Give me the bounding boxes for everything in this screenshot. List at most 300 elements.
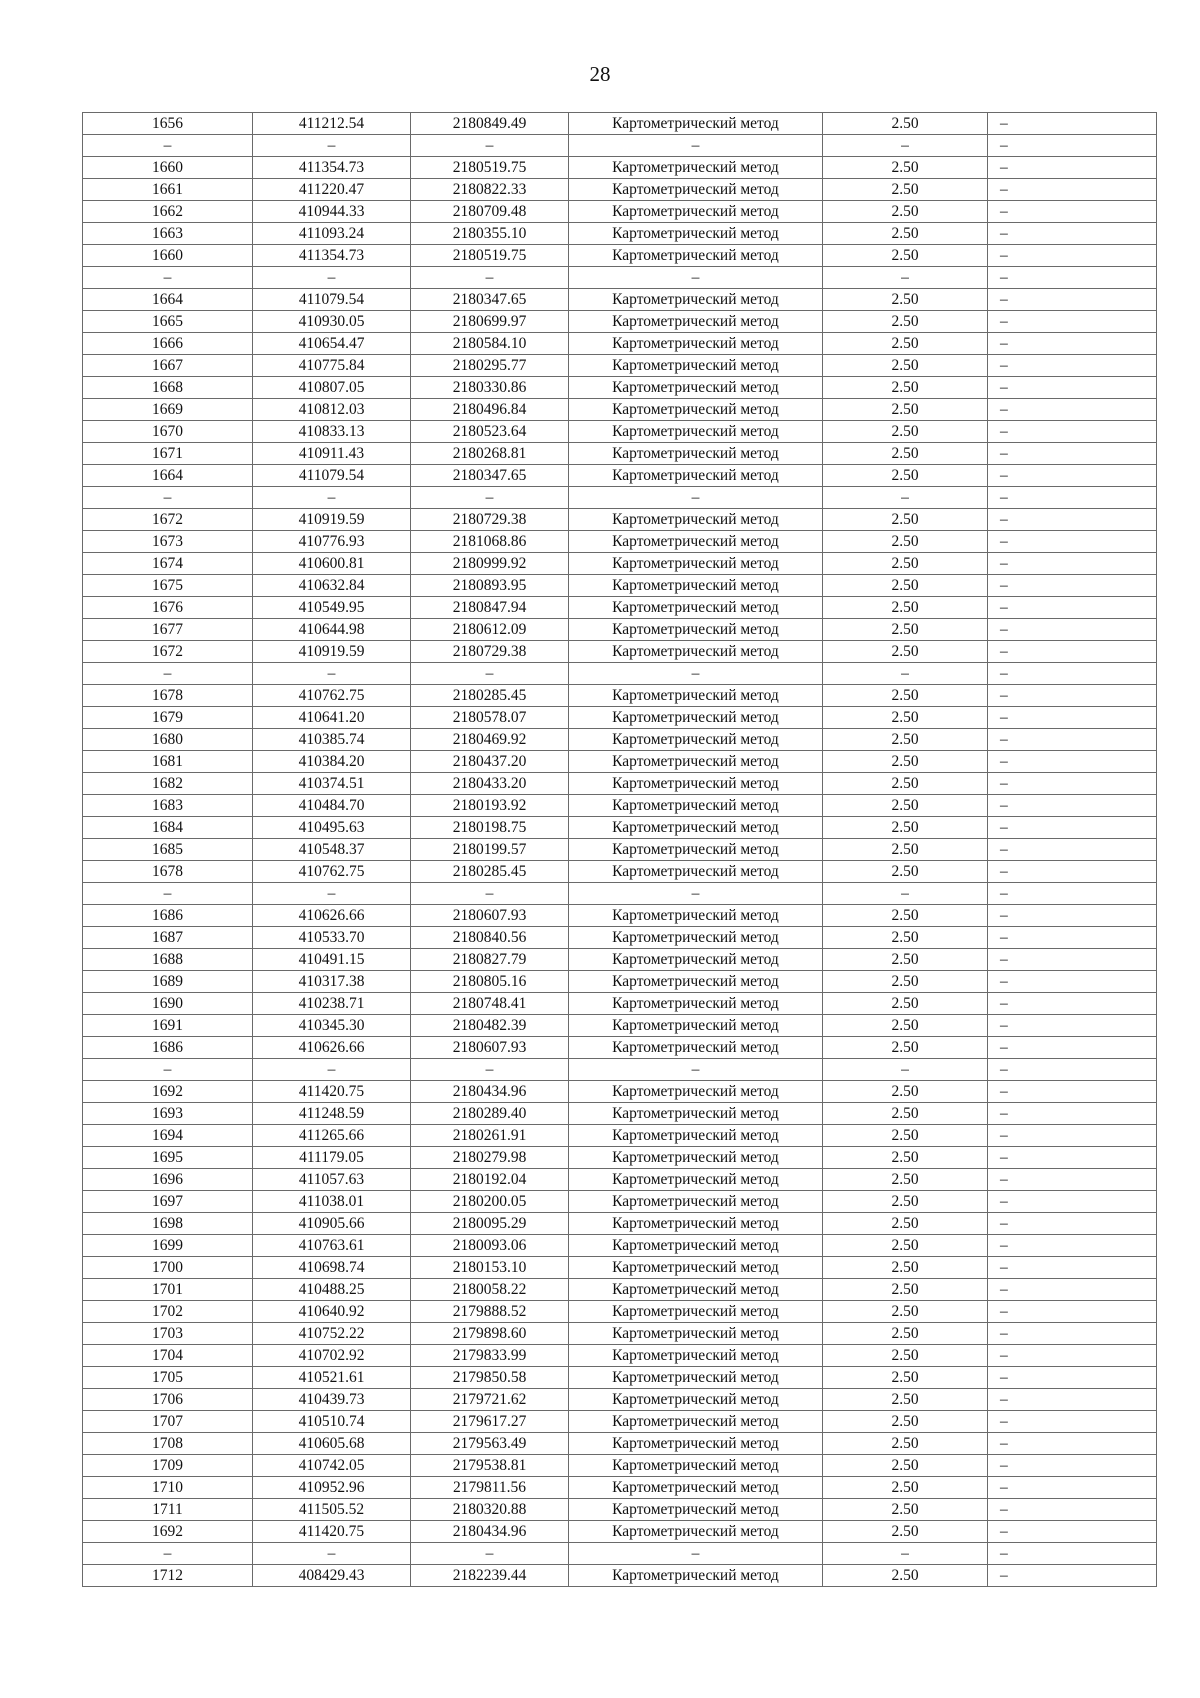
y-coordinate-cell: 2180607.93 [411,1037,569,1059]
x-coordinate-cell: 410654.47 [253,333,411,355]
x-coordinate-cell: 411220.47 [253,179,411,201]
method-cell: Картометрический метод [569,553,823,575]
point-number-cell: 1692 [83,1081,253,1103]
note-cell: – [988,1147,1157,1169]
point-number-cell: 1689 [83,971,253,993]
note-cell: – [988,1125,1157,1147]
point-number-cell: – [83,663,253,685]
table-row [83,443,1157,465]
method-cell: Картометрический метод [569,1411,823,1433]
note-cell: – [988,685,1157,707]
x-coordinate-cell: 410385.74 [253,729,411,751]
method-cell: Картометрический метод [569,905,823,927]
table-row [83,773,1157,795]
x-coordinate-cell: 410510.74 [253,1411,411,1433]
note-cell: – [988,1565,1157,1587]
x-coordinate-cell: 410930.05 [253,311,411,333]
method-cell: Картометрический метод [569,531,823,553]
method-cell: Картометрический метод [569,1103,823,1125]
x-coordinate-cell: 410548.37 [253,839,411,861]
table-row [83,1389,1157,1411]
table-row [83,817,1157,839]
y-coordinate-cell: 2180523.64 [411,421,569,443]
method-cell: Картометрический метод [569,597,823,619]
x-coordinate-cell: 410626.66 [253,1037,411,1059]
x-coordinate-cell: – [253,135,411,157]
note-cell: – [988,1345,1157,1367]
method-cell: Картометрический метод [569,157,823,179]
note-cell: – [988,641,1157,663]
y-coordinate-cell: 2180607.93 [411,905,569,927]
x-coordinate-cell: 411212.54 [253,113,411,135]
y-coordinate-cell: 2182239.44 [411,1565,569,1587]
accuracy-cell: 2.50 [823,707,988,729]
accuracy-cell: 2.50 [823,1257,988,1279]
method-cell: Картометрический метод [569,1367,823,1389]
accuracy-cell: 2.50 [823,179,988,201]
point-number-cell: – [83,487,253,509]
table-row [83,1565,1157,1587]
point-number-cell: 1693 [83,1103,253,1125]
note-cell: – [988,289,1157,311]
point-number-cell: 1696 [83,1169,253,1191]
point-number-cell: 1660 [83,245,253,267]
table-row [83,531,1157,553]
point-number-cell: 1694 [83,1125,253,1147]
method-cell: – [569,135,823,157]
point-number-cell: 1698 [83,1213,253,1235]
method-cell: Картометрический метод [569,223,823,245]
table-row [83,993,1157,1015]
table-row [83,333,1157,355]
method-cell: Картометрический метод [569,113,823,135]
point-number-cell: 1656 [83,113,253,135]
x-coordinate-cell: 411248.59 [253,1103,411,1125]
note-cell: – [988,597,1157,619]
accuracy-cell: 2.50 [823,377,988,399]
table-row [83,157,1157,179]
x-coordinate-cell: 410776.93 [253,531,411,553]
x-coordinate-cell: 410944.33 [253,201,411,223]
table-row [83,1499,1157,1521]
x-coordinate-cell: 410833.13 [253,421,411,443]
accuracy-cell: 2.50 [823,1147,988,1169]
table-row [83,575,1157,597]
point-number-cell: 1681 [83,751,253,773]
x-coordinate-cell: 411179.05 [253,1147,411,1169]
table-row [83,377,1157,399]
y-coordinate-cell: 2179811.56 [411,1477,569,1499]
table-row [83,1147,1157,1169]
accuracy-cell: 2.50 [823,751,988,773]
y-coordinate-cell: 2180893.95 [411,575,569,597]
x-coordinate-cell: 411079.54 [253,465,411,487]
point-number-cell: 1704 [83,1345,253,1367]
accuracy-cell: 2.50 [823,1015,988,1037]
x-coordinate-cell: 410644.98 [253,619,411,641]
table-row [83,311,1157,333]
note-cell: – [988,311,1157,333]
point-number-cell: 1699 [83,1235,253,1257]
method-cell: Картометрический метод [569,1279,823,1301]
accuracy-cell: 2.50 [823,157,988,179]
point-number-cell: 1678 [83,685,253,707]
accuracy-cell: 2.50 [823,113,988,135]
method-cell: Картометрический метод [569,1521,823,1543]
y-coordinate-cell: 2179563.49 [411,1433,569,1455]
method-cell: Картометрический метод [569,1037,823,1059]
accuracy-cell: 2.50 [823,1103,988,1125]
y-coordinate-cell: 2180729.38 [411,641,569,663]
x-coordinate-cell: 410533.70 [253,927,411,949]
method-cell: Картометрический метод [569,619,823,641]
note-cell: – [988,861,1157,883]
y-coordinate-cell: 2179898.60 [411,1323,569,1345]
note-cell: – [988,377,1157,399]
method-cell: Картометрический метод [569,949,823,971]
y-coordinate-cell: 2179833.99 [411,1345,569,1367]
y-coordinate-cell: 2180058.22 [411,1279,569,1301]
table-row [83,201,1157,223]
x-coordinate-cell: 411420.75 [253,1521,411,1543]
y-coordinate-cell: 2179721.62 [411,1389,569,1411]
method-cell: Картометрический метод [569,795,823,817]
x-coordinate-cell: 410345.30 [253,1015,411,1037]
y-coordinate-cell: – [411,1059,569,1081]
y-coordinate-cell: – [411,267,569,289]
y-coordinate-cell: – [411,883,569,905]
point-number-cell: 1684 [83,817,253,839]
method-cell: Картометрический метод [569,1323,823,1345]
note-cell: – [988,157,1157,179]
point-number-cell: 1705 [83,1367,253,1389]
point-number-cell: 1677 [83,619,253,641]
point-number-cell: 1703 [83,1323,253,1345]
x-coordinate-cell: 410521.61 [253,1367,411,1389]
point-number-cell: 1711 [83,1499,253,1521]
table-row [83,1455,1157,1477]
accuracy-cell: 2.50 [823,1169,988,1191]
table-row [83,1059,1157,1081]
method-cell: Картометрический метод [569,1499,823,1521]
point-number-cell: 1663 [83,223,253,245]
x-coordinate-cell: 410626.66 [253,905,411,927]
note-cell: – [988,905,1157,927]
table-row [83,861,1157,883]
note-cell: – [988,1213,1157,1235]
accuracy-cell: 2.50 [823,795,988,817]
note-cell: – [988,267,1157,289]
note-cell: – [988,663,1157,685]
y-coordinate-cell: 2180469.92 [411,729,569,751]
note-cell: – [988,1037,1157,1059]
accuracy-cell: 2.50 [823,443,988,465]
accuracy-cell: 2.50 [823,1565,988,1587]
y-coordinate-cell: 2180261.91 [411,1125,569,1147]
y-coordinate-cell: 2180849.49 [411,113,569,135]
point-number-cell: 1665 [83,311,253,333]
point-number-cell: 1679 [83,707,253,729]
y-coordinate-cell: 2180320.88 [411,1499,569,1521]
y-coordinate-cell: 2180482.39 [411,1015,569,1037]
table-row [83,641,1157,663]
point-number-cell: 1666 [83,333,253,355]
point-number-cell: 1669 [83,399,253,421]
accuracy-cell: 2.50 [823,1477,988,1499]
note-cell: – [988,1081,1157,1103]
note-cell: – [988,201,1157,223]
x-coordinate-cell: 410919.59 [253,641,411,663]
y-coordinate-cell: – [411,1543,569,1565]
accuracy-cell: – [823,883,988,905]
table-row [83,553,1157,575]
table-row [83,1257,1157,1279]
accuracy-cell: 2.50 [823,619,988,641]
method-cell: Картометрический метод [569,1301,823,1323]
point-number-cell: 1664 [83,465,253,487]
point-number-cell: 1675 [83,575,253,597]
accuracy-cell: – [823,135,988,157]
point-number-cell: 1660 [83,157,253,179]
point-number-cell: 1668 [83,377,253,399]
note-cell: – [988,1257,1157,1279]
note-cell: – [988,1521,1157,1543]
coordinates-table [82,112,1157,1587]
method-cell: Картометрический метод [569,1565,823,1587]
table-row [83,223,1157,245]
method-cell: Картометрический метод [569,289,823,311]
accuracy-cell: 2.50 [823,1125,988,1147]
method-cell: – [569,267,823,289]
table-row [83,927,1157,949]
point-number-cell: 1690 [83,993,253,1015]
accuracy-cell: 2.50 [823,1213,988,1235]
point-number-cell: 1707 [83,1411,253,1433]
point-number-cell: 1695 [83,1147,253,1169]
table-row [83,1367,1157,1389]
method-cell: Картометрический метод [569,751,823,773]
y-coordinate-cell: 2180193.92 [411,795,569,817]
note-cell: – [988,465,1157,487]
point-number-cell: – [83,1543,253,1565]
x-coordinate-cell: 411420.75 [253,1081,411,1103]
table-row [83,487,1157,509]
table-row [83,1103,1157,1125]
table-row [83,1521,1157,1543]
point-number-cell: 1672 [83,641,253,663]
method-cell: Картометрический метод [569,641,823,663]
note-cell: – [988,575,1157,597]
table-row [83,751,1157,773]
point-number-cell: 1708 [83,1433,253,1455]
method-cell: Картометрический метод [569,1125,823,1147]
method-cell: Картометрический метод [569,377,823,399]
accuracy-cell: 2.50 [823,1279,988,1301]
accuracy-cell: 2.50 [823,333,988,355]
point-number-cell: 1661 [83,179,253,201]
x-coordinate-cell: 410600.81 [253,553,411,575]
y-coordinate-cell: 2180612.09 [411,619,569,641]
table-row [83,1411,1157,1433]
note-cell: – [988,113,1157,135]
table-row [83,795,1157,817]
accuracy-cell: 2.50 [823,1345,988,1367]
note-cell: – [988,795,1157,817]
table-row [83,597,1157,619]
table-row [83,1015,1157,1037]
table-row [83,135,1157,157]
method-cell: Картометрический метод [569,1455,823,1477]
note-cell: – [988,399,1157,421]
method-cell: Картометрический метод [569,1015,823,1037]
y-coordinate-cell: 2180840.56 [411,927,569,949]
method-cell: Картометрический метод [569,465,823,487]
x-coordinate-cell: 410495.63 [253,817,411,839]
note-cell: – [988,729,1157,751]
y-coordinate-cell: 2180289.40 [411,1103,569,1125]
accuracy-cell: 2.50 [823,1499,988,1521]
note-cell: – [988,1477,1157,1499]
note-cell: – [988,1367,1157,1389]
point-number-cell: 1688 [83,949,253,971]
accuracy-cell: 2.50 [823,311,988,333]
page-number: 28 [589,62,611,86]
y-coordinate-cell: 2179617.27 [411,1411,569,1433]
table-row [83,1191,1157,1213]
method-cell: Картометрический метод [569,1169,823,1191]
method-cell: Картометрический метод [569,1345,823,1367]
x-coordinate-cell: 411354.73 [253,157,411,179]
note-cell: – [988,1323,1157,1345]
point-number-cell: 1676 [83,597,253,619]
x-coordinate-cell: 410384.20 [253,751,411,773]
y-coordinate-cell: 2180748.41 [411,993,569,1015]
accuracy-cell: 2.50 [823,729,988,751]
point-number-cell: – [83,135,253,157]
point-number-cell: 1685 [83,839,253,861]
method-cell: Картометрический метод [569,575,823,597]
y-coordinate-cell: 2180285.45 [411,861,569,883]
accuracy-cell: – [823,663,988,685]
note-cell: – [988,883,1157,905]
method-cell: Картометрический метод [569,245,823,267]
x-coordinate-cell: 410752.22 [253,1323,411,1345]
table-row [83,245,1157,267]
accuracy-cell: 2.50 [823,905,988,927]
y-coordinate-cell: 2180200.05 [411,1191,569,1213]
accuracy-cell: 2.50 [823,1301,988,1323]
x-coordinate-cell: 411093.24 [253,223,411,245]
note-cell: – [988,619,1157,641]
accuracy-cell: – [823,487,988,509]
accuracy-cell: – [823,267,988,289]
method-cell: Картометрический метод [569,1389,823,1411]
accuracy-cell: – [823,1543,988,1565]
note-cell: – [988,553,1157,575]
accuracy-cell: 2.50 [823,509,988,531]
y-coordinate-cell: 2180519.75 [411,245,569,267]
table-row [83,707,1157,729]
note-cell: – [988,179,1157,201]
point-number-cell: 1691 [83,1015,253,1037]
method-cell: – [569,663,823,685]
x-coordinate-cell: 411038.01 [253,1191,411,1213]
table-row [83,1477,1157,1499]
accuracy-cell: 2.50 [823,597,988,619]
point-number-cell: – [83,267,253,289]
y-coordinate-cell: 2180847.94 [411,597,569,619]
table-row [83,1323,1157,1345]
x-coordinate-cell: 410491.15 [253,949,411,971]
method-cell: Картометрический метод [569,971,823,993]
method-cell: Картометрический метод [569,993,823,1015]
method-cell: Картометрический метод [569,311,823,333]
y-coordinate-cell: 2180347.65 [411,465,569,487]
method-cell: – [569,1059,823,1081]
accuracy-cell: 2.50 [823,355,988,377]
y-coordinate-cell: 2180519.75 [411,157,569,179]
method-cell: Картометрический метод [569,1191,823,1213]
table-row [83,113,1157,135]
point-number-cell: 1670 [83,421,253,443]
x-coordinate-cell: 410775.84 [253,355,411,377]
note-cell: – [988,1279,1157,1301]
point-number-cell: 1712 [83,1565,253,1587]
table-row [83,1279,1157,1301]
accuracy-cell: 2.50 [823,1455,988,1477]
table-row [83,1213,1157,1235]
x-coordinate-cell: 410807.05 [253,377,411,399]
method-cell: Картометрический метод [569,333,823,355]
table-row [83,619,1157,641]
y-coordinate-cell: 2180295.77 [411,355,569,377]
method-cell: Картометрический метод [569,421,823,443]
point-number-cell: 1687 [83,927,253,949]
point-number-cell: 1683 [83,795,253,817]
note-cell: – [988,1433,1157,1455]
method-cell: Картометрический метод [569,1433,823,1455]
x-coordinate-cell: 410605.68 [253,1433,411,1455]
accuracy-cell: 2.50 [823,861,988,883]
x-coordinate-cell: 408429.43 [253,1565,411,1587]
method-cell: Картометрический метод [569,1213,823,1235]
note-cell: – [988,817,1157,839]
y-coordinate-cell: 2180279.98 [411,1147,569,1169]
table-row [83,1081,1157,1103]
point-number-cell: 1662 [83,201,253,223]
point-number-cell: 1709 [83,1455,253,1477]
note-cell: – [988,1191,1157,1213]
y-coordinate-cell: 2181068.86 [411,531,569,553]
table-row [83,1125,1157,1147]
y-coordinate-cell: 2180584.10 [411,333,569,355]
y-coordinate-cell: 2180093.06 [411,1235,569,1257]
note-cell: – [988,1543,1157,1565]
table-row [83,267,1157,289]
table-row [83,1037,1157,1059]
point-number-cell: 1664 [83,289,253,311]
y-coordinate-cell: 2180578.07 [411,707,569,729]
method-cell: Картометрический метод [569,509,823,531]
method-cell: Картометрический метод [569,179,823,201]
accuracy-cell: 2.50 [823,685,988,707]
y-coordinate-cell: 2180095.29 [411,1213,569,1235]
y-coordinate-cell: – [411,135,569,157]
table-row [83,355,1157,377]
accuracy-cell: 2.50 [823,817,988,839]
y-coordinate-cell: 2180285.45 [411,685,569,707]
note-cell: – [988,773,1157,795]
